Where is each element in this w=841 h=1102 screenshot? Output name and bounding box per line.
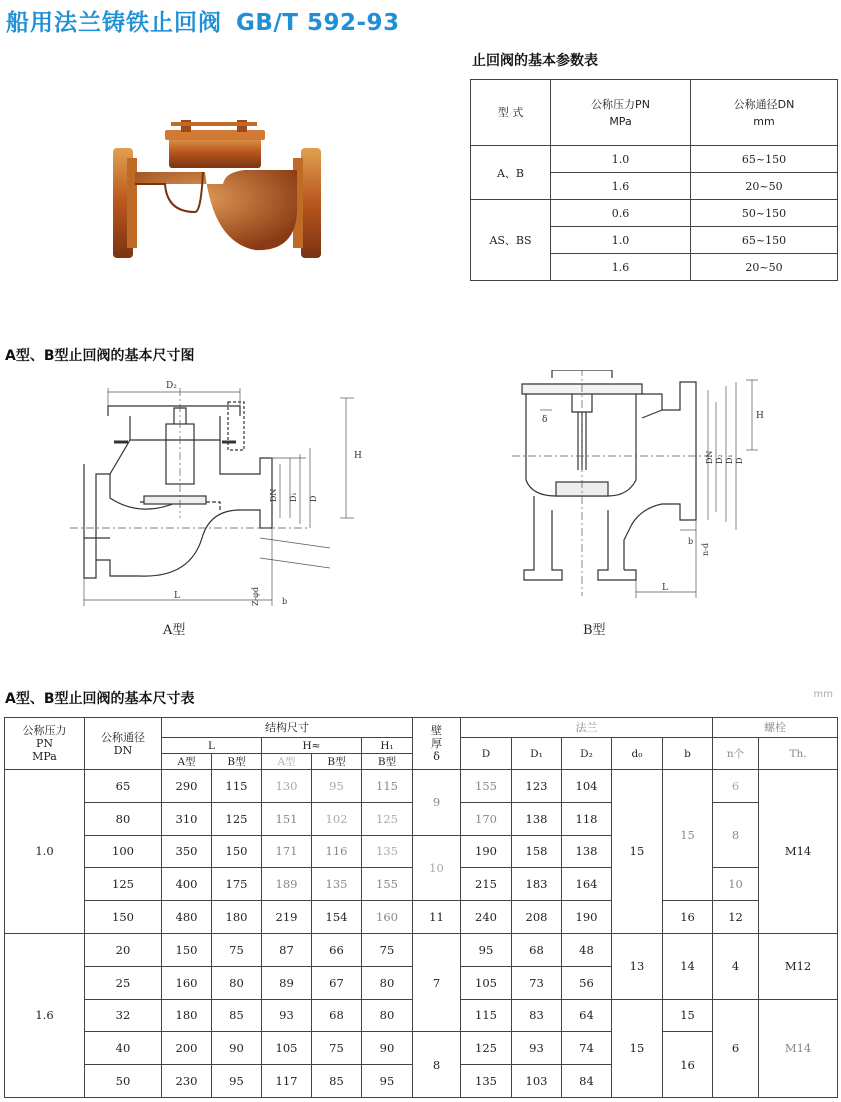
params-row (471, 146, 838, 173)
fd-cell: 240 (461, 901, 512, 934)
dim-header-wall-line1: 壁 (431, 724, 442, 737)
params-header-pn (551, 80, 691, 146)
dim-header-fd1: D₁ (512, 738, 562, 770)
hb-cell: 116 (312, 835, 362, 868)
b-label-d2: D₂ (715, 454, 724, 464)
dim-header-n: n个 (713, 738, 759, 770)
dim-header-fd: D (461, 738, 512, 770)
params-pn-cell: 0.6 (551, 200, 691, 227)
dim-header-pn-line3: MPa (32, 750, 57, 763)
fd1-cell: 68 (512, 933, 562, 966)
th-cell: M12 (759, 933, 838, 999)
page-title (6, 4, 400, 37)
hb-cell: 102 (312, 802, 362, 835)
n-cell: 6 (713, 999, 759, 1097)
la-cell: 200 (162, 1032, 212, 1065)
lb-cell: 85 (212, 999, 262, 1032)
params-header-row (471, 80, 838, 146)
b-cell: 14 (663, 933, 713, 999)
dimensions-title: A型、B型止回阀的基本尺寸表 (5, 691, 195, 707)
b-label-b: b (688, 537, 694, 546)
dim-header-h1: H₁ (362, 738, 413, 754)
fd2-cell: 64 (562, 999, 612, 1032)
n-cell: 6 (713, 770, 759, 803)
hb-cell: 68 (312, 999, 362, 1032)
dim-header-h1b: B型 (362, 754, 413, 770)
fd1-cell: 93 (512, 1032, 562, 1065)
hb-cell: 67 (312, 966, 362, 999)
a-label-b: b (282, 597, 288, 606)
ha-cell: 171 (262, 835, 312, 868)
dim-header-bolt: 螺栓 (713, 718, 838, 738)
la-cell: 230 (162, 1065, 212, 1098)
ha-cell: 130 (262, 770, 312, 803)
dim-header-wall-line2: 厚 (431, 737, 442, 750)
d0-cell: 15 (612, 999, 663, 1097)
ha-cell: 151 (262, 802, 312, 835)
params-row (471, 200, 838, 227)
dim-header-dn (85, 718, 162, 770)
dn-cell: 25 (85, 966, 162, 999)
dim-header-wall (413, 718, 461, 770)
dim-header-struct: 结构尺寸 (162, 718, 413, 738)
b-label-l: L (662, 583, 668, 593)
params-pn-cell: 1.6 (551, 173, 691, 200)
params-header-pn-unit: MPa (609, 114, 632, 128)
title-text: 船用法兰铸铁止回阀 (6, 10, 222, 36)
la-cell: 290 (162, 770, 212, 803)
lb-cell: 150 (212, 835, 262, 868)
lb-cell: 90 (212, 1032, 262, 1065)
hb-cell: 75 (312, 1032, 362, 1065)
dn-cell: 100 (85, 835, 162, 868)
hb-cell: 66 (312, 933, 362, 966)
a-label-h: H (354, 451, 362, 461)
a-type-caption: A型 (163, 623, 186, 638)
h1b-cell: 160 (362, 901, 413, 934)
lb-cell: 180 (212, 901, 262, 934)
fd-cell: 135 (461, 1065, 512, 1098)
b-cell: 15 (663, 770, 713, 901)
table-row (5, 933, 838, 966)
lb-cell: 80 (212, 966, 262, 999)
a-label-dn: DN (269, 488, 278, 502)
params-pn-cell: 1.0 (551, 227, 691, 254)
dimensions-unit: mm (813, 689, 833, 700)
fd2-cell: 56 (562, 966, 612, 999)
n-cell: 4 (713, 933, 759, 999)
h1b-cell: 90 (362, 1032, 413, 1065)
fd2-cell: 138 (562, 835, 612, 868)
fd2-cell: 190 (562, 901, 612, 934)
dim-header-ha: A型 (262, 754, 312, 770)
h1b-cell: 155 (362, 868, 413, 901)
wall-cell: 9 (413, 770, 461, 836)
params-header-dn-unit: mm (753, 114, 775, 128)
dim-header-dn-line1: 公称通径 (101, 730, 145, 744)
th-cell: M14 (759, 999, 838, 1097)
fd2-cell: 84 (562, 1065, 612, 1098)
b-label-dn: DN (705, 450, 714, 464)
wall-cell: 7 (413, 933, 461, 1031)
table-row (5, 901, 838, 934)
fd-cell: 115 (461, 999, 512, 1032)
h1b-cell: 125 (362, 802, 413, 835)
ha-cell: 87 (262, 933, 312, 966)
n-cell: 12 (713, 901, 759, 934)
lb-cell: 75 (212, 933, 262, 966)
fd1-cell: 138 (512, 802, 562, 835)
hb-cell: 154 (312, 901, 362, 934)
b-label-d1: D₁ (725, 454, 734, 464)
dim-header-pn-line2: PN (35, 737, 54, 750)
dn-cell: 50 (85, 1065, 162, 1098)
dim-header-th: Th. (759, 738, 838, 770)
fd1-cell: 158 (512, 835, 562, 868)
dim-header-lb: B型 (212, 754, 262, 770)
params-header-type: 型 式 (471, 80, 551, 146)
params-type-cell: A、B (471, 146, 551, 200)
dim-header-hb: B型 (312, 754, 362, 770)
ha-cell: 89 (262, 966, 312, 999)
lb-cell: 95 (212, 1065, 262, 1098)
h1b-cell: 80 (362, 966, 413, 999)
la-cell: 400 (162, 868, 212, 901)
d0-cell: 13 (612, 933, 663, 999)
wall-cell: 10 (413, 835, 461, 901)
dim-header-fd2: D₂ (562, 738, 612, 770)
a-label-zd: Z-φd (251, 587, 260, 606)
pn-cell: 1.6 (5, 933, 85, 1097)
b-cell: 16 (663, 901, 713, 934)
params-header-dn-label: 公称通径DN (733, 97, 795, 111)
dim-header-wall-line3: δ (433, 750, 440, 763)
hb-cell: 85 (312, 1065, 362, 1098)
dn-cell: 65 (85, 770, 162, 803)
pn-cell: 1.0 (5, 770, 85, 934)
th-cell: M14 (759, 770, 838, 934)
params-pn-cell: 1.6 (551, 254, 691, 281)
hb-cell: 95 (312, 770, 362, 803)
dim-header-pn-line1: 公称压力 (22, 724, 67, 737)
dn-cell: 150 (85, 901, 162, 934)
b-cell: 15 (663, 999, 713, 1032)
dim-header-b: b (663, 738, 713, 770)
fd1-cell: 208 (512, 901, 562, 934)
la-cell: 160 (162, 966, 212, 999)
ha-cell: 219 (262, 901, 312, 934)
fd-cell: 190 (461, 835, 512, 868)
h1b-cell: 135 (362, 835, 413, 868)
fd-cell: 170 (461, 802, 512, 835)
params-type-cell: AS、BS (471, 200, 551, 281)
standard-code: GB/T 592-93 (236, 10, 400, 36)
fd1-cell: 83 (512, 999, 562, 1032)
params-title: 止回阀的基本参数表 (472, 53, 598, 69)
n-cell: 10 (713, 868, 759, 901)
n-cell: 8 (713, 802, 759, 868)
fd-cell: 95 (461, 933, 512, 966)
valve-photo (105, 112, 330, 272)
dim-header-d0: d₀ (612, 738, 663, 770)
b-label-h: H (756, 411, 764, 421)
fd2-cell: 164 (562, 868, 612, 901)
lb-cell: 175 (212, 868, 262, 901)
b-label-delta: δ (542, 415, 548, 425)
fd-cell: 215 (461, 868, 512, 901)
fd1-cell: 73 (512, 966, 562, 999)
h1b-cell: 80 (362, 999, 413, 1032)
h1b-cell: 95 (362, 1065, 413, 1098)
wall-cell: 11 (413, 901, 461, 934)
dim-header-la: A型 (162, 754, 212, 770)
la-cell: 150 (162, 933, 212, 966)
dn-cell: 20 (85, 933, 162, 966)
fd2-cell: 48 (562, 933, 612, 966)
params-dn-cell: 20~50 (691, 254, 838, 281)
wall-cell: 8 (413, 1032, 461, 1098)
params-header-pn-label: 公称压力PN (591, 97, 650, 111)
a-label-d2: D₂ (166, 381, 177, 391)
ha-cell: 189 (262, 868, 312, 901)
drawings-title: A型、B型止回阀的基本尺寸图 (5, 348, 195, 364)
fd2-cell: 74 (562, 1032, 612, 1065)
dn-cell: 40 (85, 1032, 162, 1065)
dn-cell: 80 (85, 802, 162, 835)
ha-cell: 105 (262, 1032, 312, 1065)
params-dn-cell: 65~150 (691, 227, 838, 254)
dimensions-table (4, 717, 838, 1098)
dn-cell: 32 (85, 999, 162, 1032)
fd-cell: 125 (461, 1032, 512, 1065)
b-label-d: D (735, 457, 744, 464)
fd1-cell: 123 (512, 770, 562, 803)
dn-cell: 125 (85, 868, 162, 901)
la-cell: 180 (162, 999, 212, 1032)
b-type-drawing (512, 370, 772, 610)
params-dn-cell: 20~50 (691, 173, 838, 200)
params-dn-cell: 50~150 (691, 200, 838, 227)
la-cell: 480 (162, 901, 212, 934)
b-label-nd: n-d (701, 543, 710, 556)
b-type-caption: B型 (583, 623, 606, 638)
hb-cell: 135 (312, 868, 362, 901)
params-header-dn (691, 80, 838, 146)
fd-cell: 155 (461, 770, 512, 803)
params-table (470, 79, 838, 281)
params-dn-cell: 65~150 (691, 146, 838, 173)
h1b-cell: 75 (362, 933, 413, 966)
ha-cell: 93 (262, 999, 312, 1032)
d0-cell: 15 (612, 770, 663, 934)
table-row (5, 770, 838, 803)
lb-cell: 115 (212, 770, 262, 803)
dim-header-flange: 法兰 (461, 718, 713, 738)
a-label-d: D (309, 495, 318, 502)
h1b-cell: 115 (362, 770, 413, 803)
dim-header-dn-line2: DN (113, 743, 133, 757)
a-type-drawing (70, 378, 370, 608)
fd1-cell: 183 (512, 868, 562, 901)
fd-cell: 105 (461, 966, 512, 999)
ha-cell: 117 (262, 1065, 312, 1098)
b-cell: 16 (663, 1032, 713, 1098)
params-pn-cell: 1.0 (551, 146, 691, 173)
la-cell: 350 (162, 835, 212, 868)
a-label-d1: D₁ (289, 492, 298, 502)
la-cell: 310 (162, 802, 212, 835)
fd1-cell: 103 (512, 1065, 562, 1098)
dim-header-row (5, 718, 838, 738)
dim-header-l: L (162, 738, 262, 754)
lb-cell: 125 (212, 802, 262, 835)
a-label-l: L (174, 591, 180, 601)
fd2-cell: 118 (562, 802, 612, 835)
dim-header-pn (5, 718, 85, 770)
fd2-cell: 104 (562, 770, 612, 803)
dim-header-h: H≈ (262, 738, 362, 754)
